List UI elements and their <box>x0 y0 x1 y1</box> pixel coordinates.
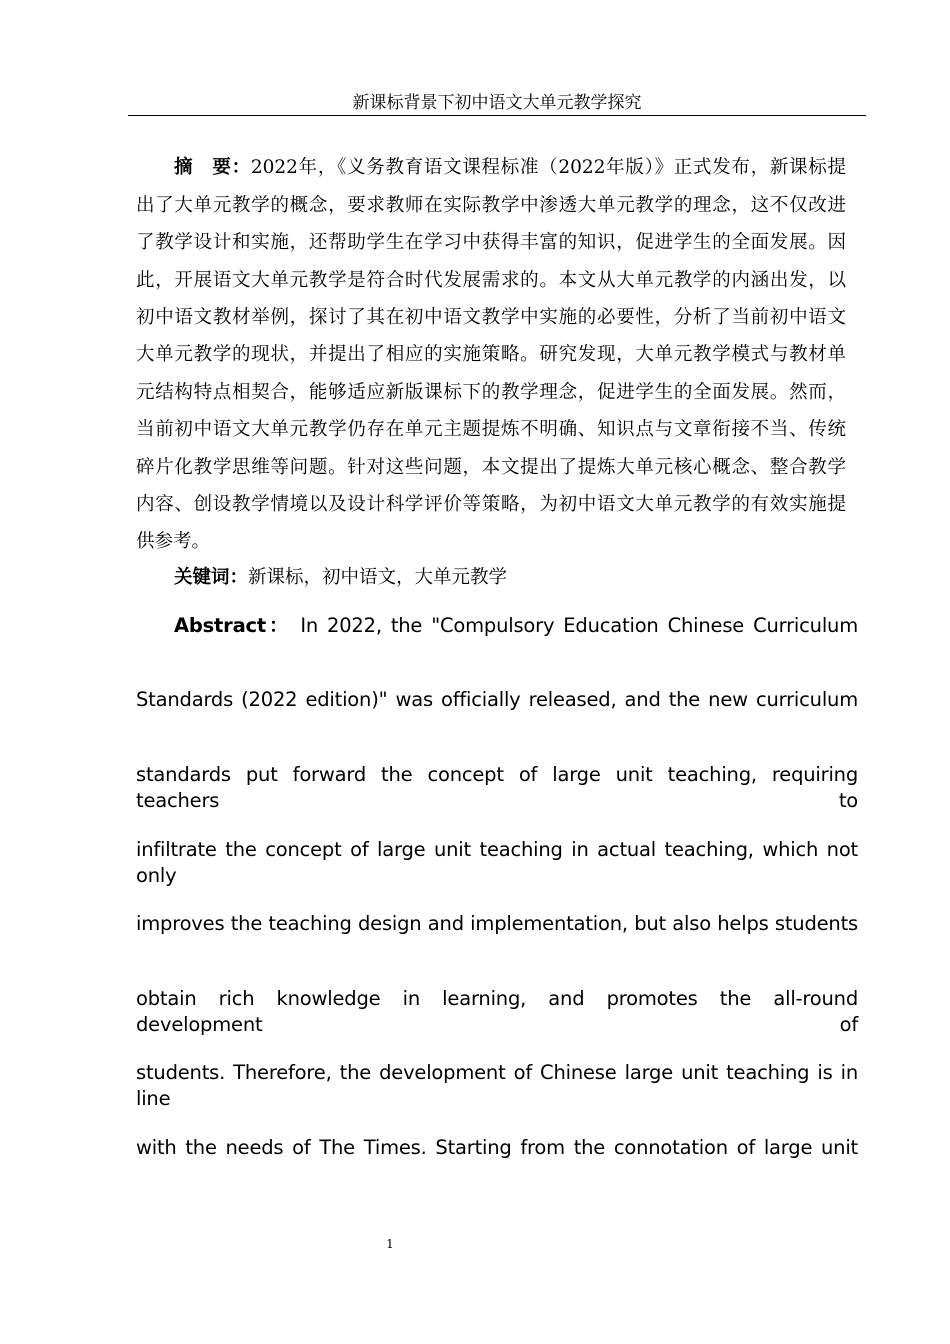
abstract-zh-line: 初中语文教材举例，探讨了其在初中语文教学中实施的必要性，分析了当前初中语文 <box>136 307 846 328</box>
abstract-en-line: obtain rich knowledge in learning, and promotes the all-round development of <box>136 987 858 1036</box>
abstract-en-line: with the needs of The Times. Starting from the connotation of large unit <box>136 1136 858 1159</box>
abstract-zh-line: 当前初中语文大单元教学仍存在单元主题提炼不明确、知识点与文章衔接不当、传统 <box>136 419 846 440</box>
keywords-zh-value: 新课标，初中语文，大单元教学 <box>248 567 508 588</box>
abstract-zh-line: 出了大单元教学的概念，要求教师在实际教学中渗透大单元教学的理念，这不仅改进 <box>136 195 846 216</box>
abstract-zh-line: 摘 要：2022年，《义务教育语文课程标准（2022年版）》正式发布，新课标提 <box>174 157 846 178</box>
abstract-en-line: Abstract： In 2022, the "Compulsory Education Chinese Curriculum <box>174 614 859 637</box>
abstract-en-line: standards put forward the concept of large unit teaching, requiring teachers to <box>136 763 858 812</box>
abstract-en-line: students. Therefore, the development of Chinese large unit teaching is in line <box>136 1061 858 1110</box>
page-number: 1 <box>386 1237 394 1251</box>
abstract-zh-line: 碎片化教学思维等问题。针对这些问题，本文提出了提炼大单元核心概念、整合教学 <box>136 457 846 478</box>
abstract-en-line: improves the teaching design and implementation, but also helps students <box>136 912 858 935</box>
abstract-zh-line: 大单元教学的现状，并提出了相应的实施策略。研究发现，大单元教学模式与教材单 <box>136 344 846 365</box>
keywords-zh-label: 关键词： <box>174 567 249 588</box>
abstract-zh-label: 摘 要： <box>174 157 251 178</box>
abstract-zh-line: 供参考。 <box>136 531 211 552</box>
keywords-zh <box>174 566 884 590</box>
running-header: 新课标背景下初中语文大单元教学探究 <box>352 93 642 113</box>
abstract-en-label: Abstract： <box>174 614 292 637</box>
abstract-zh-line: 此，开展语文大单元教学是符合时代发展需求的。本文从大单元教学的内涵出发，以 <box>136 270 846 291</box>
abstract-zh-line: 内容、创设教学情境以及设计科学评价等策略，为初中语文大单元教学的有效实施提 <box>136 494 846 515</box>
abstract-en-line: Standards (2022 edition)" was officially released, and the new curriculum <box>136 688 858 711</box>
abstract-zh-line: 了教学设计和实施，还帮助学生在学习中获得丰富的知识，促进学生的全面发展。因 <box>136 232 846 253</box>
header-rule <box>128 115 866 116</box>
abstract-zh-line: 元结构特点相契合，能够适应新版课标下的教学理念，促进学生的全面发展。然而， <box>136 382 846 403</box>
abstract-en-line: infiltrate the concept of large unit teaching in actual teaching, which not only <box>136 838 858 887</box>
